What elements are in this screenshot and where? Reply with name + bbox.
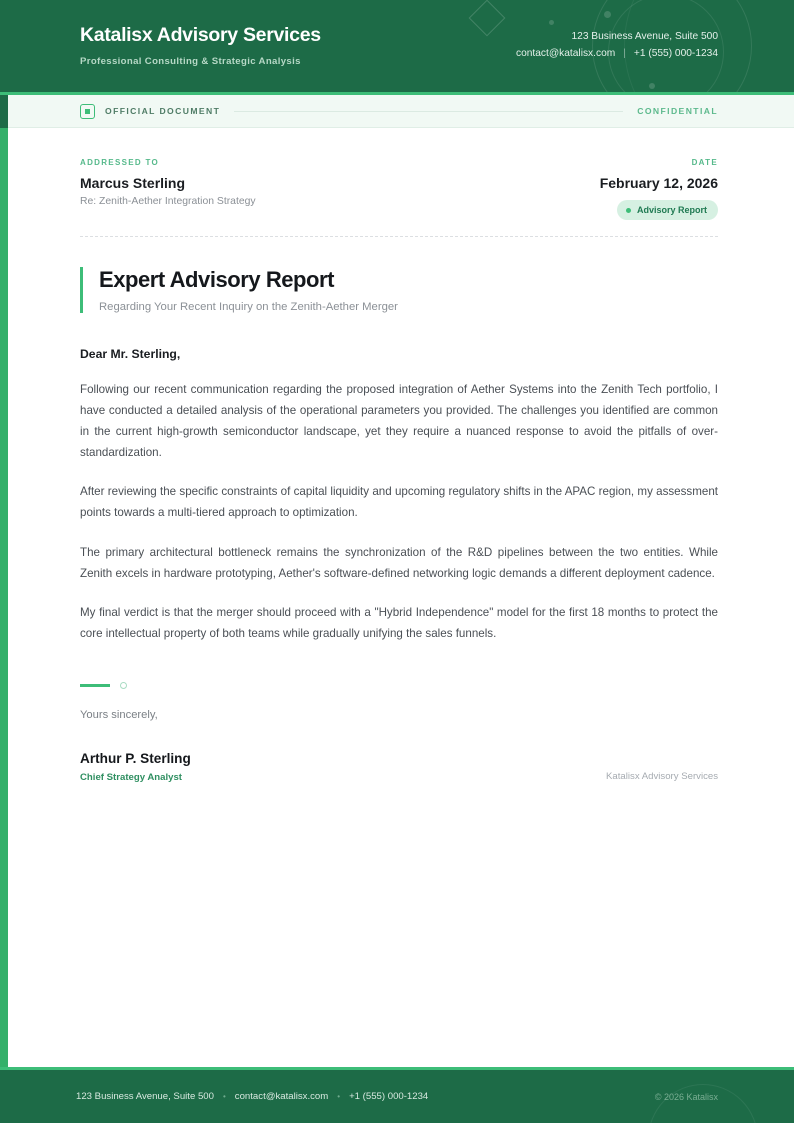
status-divider — [234, 111, 623, 112]
divider-ring-icon — [120, 682, 127, 689]
dot-icon — [549, 20, 554, 25]
status-badge — [617, 200, 718, 220]
left-accent-stripe — [0, 95, 8, 1067]
signer-role: Chief Strategy Analyst — [80, 771, 183, 783]
header-address: 123 Business Avenue, Suite 500 — [571, 31, 718, 43]
date-block — [600, 158, 718, 220]
badge-dot-icon — [626, 208, 631, 213]
footer-dot-icon: • — [337, 1092, 341, 1101]
addressed-to-label: ADDRESSED TO — [80, 158, 160, 167]
confidential-label: CONFIDENTIAL — [637, 106, 718, 116]
official-document-label: OFFICIAL DOCUMENT — [105, 106, 221, 116]
header-email[interactable]: contact@katalisx.com — [515, 48, 616, 59]
dot-icon — [604, 11, 611, 18]
footer-phone[interactable]: +1 (555) 000-1234 — [349, 1091, 429, 1102]
body-paragraph: The primary architectural bottleneck remains the synchronization of the R&D pipelines between the two entities. While Zenith excels in hardware prototyping, Aether's software-defined networking logic demands a different deployment cadence. — [80, 545, 718, 580]
status-strip — [0, 95, 794, 128]
footer-dot-icon: • — [222, 1092, 226, 1101]
page-subtitle: Regarding Your Recent Inquiry on the Zenith-Aether Merger — [99, 301, 398, 313]
body-paragraph: Following our recent communication regarding the proposed integration of Aether Systems into the Zenith Tech portfolio, I have conducted a detailed analysis of the operational parameters you provided. The challenges you identified are common in the current high-growth semiconductor landscape, yet they require a nuanced response to avoid the pitfalls of over-standardization. — [80, 383, 718, 460]
page-header — [0, 0, 794, 95]
document-meta-row — [80, 158, 718, 237]
subject-line: Re: Zenith-Aether Integration Strategy — [80, 196, 256, 207]
page-footer — [0, 1067, 794, 1123]
brand-name: Katalisx Advisory Services — [80, 24, 321, 47]
signature-divider — [80, 682, 718, 689]
signer-company: Katalisx Advisory Services — [606, 770, 718, 782]
document-square-icon — [80, 104, 95, 119]
brand-block — [80, 25, 321, 66]
header-contact-separator: | — [623, 48, 626, 59]
document-content — [0, 128, 794, 1067]
left-accent-stripe-top — [0, 95, 8, 128]
header-contact-block — [516, 29, 718, 63]
date-label: DATE — [691, 158, 718, 167]
body-paragraph: My final verdict is that the merger should proceed with a "Hybrid Independence" model for the first 18 months to protect the core intellectual property of both teams while gradually unifying the sales funnels. — [80, 605, 718, 640]
status-left-group — [80, 104, 220, 119]
brand-tagline: Professional Consulting & Strategic Analysis — [80, 55, 301, 67]
body-paragraph: After reviewing the specific constraints of capital liquidity and upcoming regulatory shifts in the APAC region, my assessment points towards a multi-tiered approach to optimization. — [80, 485, 718, 520]
salutation: Dear Mr. Sterling, — [80, 347, 181, 361]
dot-icon — [649, 83, 655, 89]
footer-copyright: © 2026 Katalisx — [654, 1091, 718, 1102]
circle-outline-icon — [648, 1084, 758, 1123]
addressee-block — [80, 158, 256, 207]
signature-row — [80, 751, 718, 783]
diamond-outline-icon — [469, 0, 506, 36]
closing-line: Yours sincerely, — [80, 708, 158, 721]
status-badge-label: Advisory Report — [636, 205, 707, 215]
footer-email[interactable]: contact@katalisx.com — [234, 1091, 329, 1102]
signer-name: Arthur P. Sterling — [80, 750, 191, 766]
header-contact-line — [516, 46, 718, 63]
header-phone[interactable]: +1 (555) 000-1234 — [633, 48, 718, 59]
recipient-name: Marcus Sterling — [80, 175, 186, 191]
footer-address: 123 Business Avenue, Suite 500 — [76, 1091, 214, 1102]
page-title: Expert Advisory Report — [99, 267, 335, 292]
divider-bar-icon — [80, 684, 110, 687]
date-value: February 12, 2026 — [599, 175, 718, 191]
signer-block — [80, 751, 191, 783]
document-title-block — [80, 267, 718, 313]
footer-contact-group — [76, 1091, 428, 1102]
